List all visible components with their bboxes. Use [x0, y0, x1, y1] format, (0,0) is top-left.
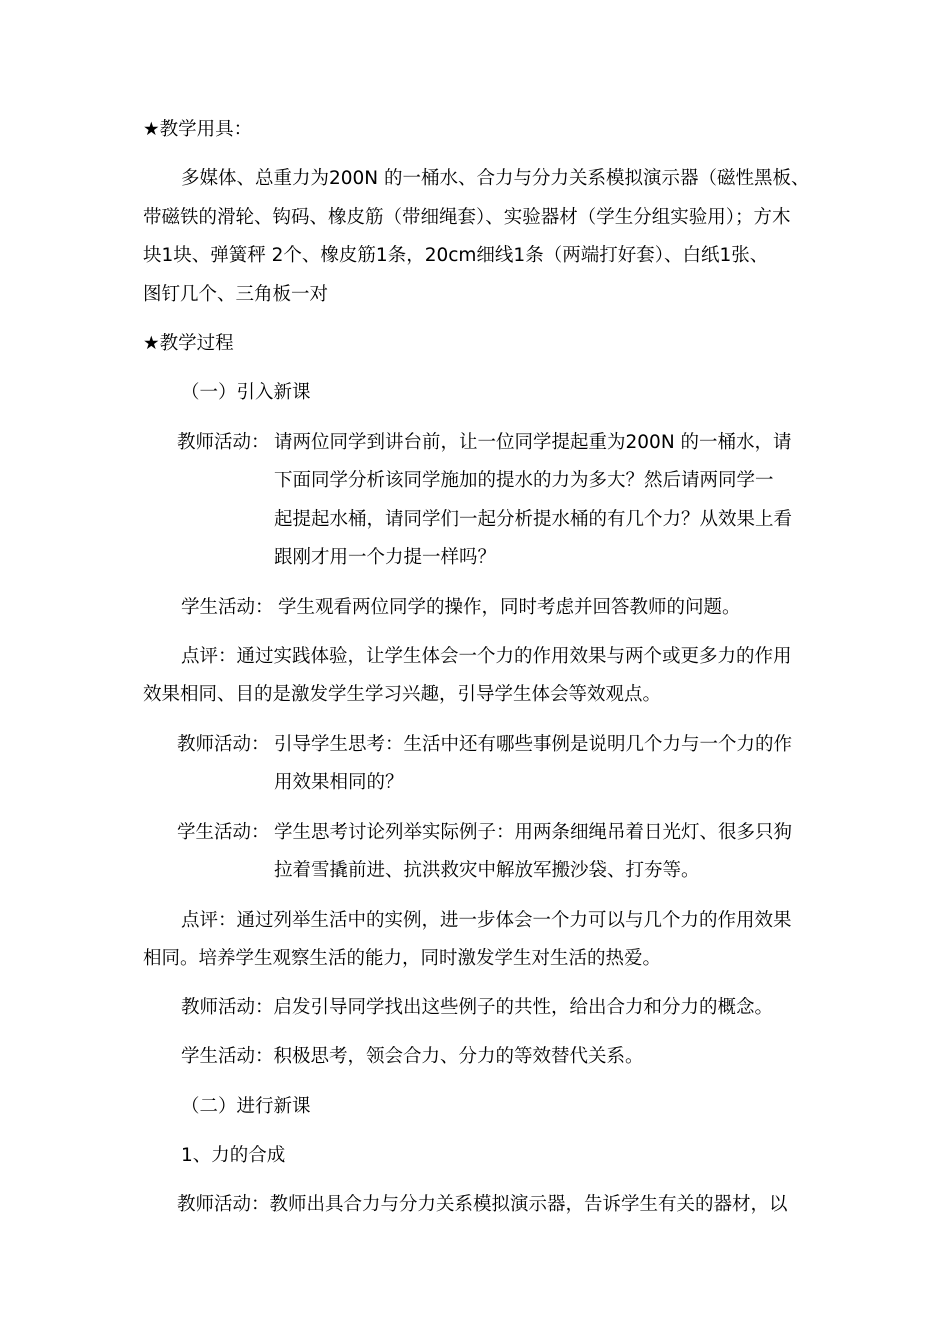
activity-text-line: 学生思考讨论列举实际例子：用两条细绳吊着日光灯、很多只狗: [274, 822, 793, 843]
part-heading: （二）进行新课: [181, 1096, 311, 1117]
activity-text-line: 引导学生思考：生活中还有哪些事例是说明几个力与一个力的作: [274, 734, 793, 755]
paragraph-line: 多媒体、总重力为200N 的一桶水、合力与分力关系模拟演示器（磁性黑板、: [181, 168, 810, 189]
activity-text-line: 拉着雪撬前进、抗洪救灾中解放军搬沙袋、打夯等。: [274, 860, 700, 881]
paragraph-line: 带磁铁的滑轮、钩码、橡皮筋（带细绳套）、实验器材（学生分组实验用）；方木: [143, 207, 791, 228]
activity-label-student: 学生活动：: [181, 597, 274, 618]
section-heading-process: ★教学过程: [143, 333, 234, 354]
comment-line: 点评：通过实践体验，让学生体会一个力的作用效果与两个或更多力的作用: [181, 646, 792, 667]
comment-line: 点评：通过列举生活中的实例，进一步体会一个力可以与几个力的作用效果: [181, 910, 792, 931]
activity-label-teacher: 教师活动：: [177, 432, 270, 453]
comment-line: 相同。培养学生观察生活的能力，同时激发学生对生活的热爱。: [143, 948, 662, 969]
subsection-heading: 1、力的合成: [181, 1145, 286, 1166]
activity-text-line: 跟刚才用一个力提一样吗？: [274, 547, 497, 568]
activity-text-line: 请两位同学到讲台前，让一位同学提起重为200N 的一桶水，请: [274, 432, 792, 453]
paragraph-line: 块1块、弹簧秤 2个、橡皮筋1条，20cm细线1条（两端打好套）、白纸1张、: [143, 245, 769, 266]
activity-text-line: 下面同学分析该同学施加的提水的力为多大？然后请两同学一: [274, 470, 774, 491]
activity-label-teacher: 教师活动：: [177, 734, 270, 755]
comment-line: 效果相同、目的是激发学生学习兴趣，引导学生体会等效观点。: [143, 684, 662, 705]
activity-text-line: 起提起水桶，请同学们一起分析提水桶的有几个力？从效果上看: [274, 509, 793, 530]
paragraph-line: 图钉几个、三角板一对: [143, 284, 329, 305]
activity-text-line: 用效果相同的？: [274, 772, 404, 793]
activity-text-line: 学生观看两位同学的操作，同时考虑并回答教师的问题。: [278, 597, 741, 618]
activity-line-student: 学生活动：积极思考，领会合力、分力的等效替代关系。: [181, 1046, 644, 1067]
activity-label-student: 学生活动：: [177, 822, 270, 843]
part-heading: （一）引入新课: [181, 382, 311, 403]
activity-line-teacher: 教师活动：启发引导同学找出这些例子的共性，给出合力和分力的概念。: [181, 997, 774, 1018]
section-heading-tools: ★教学用具：: [143, 119, 253, 140]
activity-line-teacher: 教师活动：教师出具合力与分力关系模拟演示器，告诉学生有关的器材，以: [177, 1194, 788, 1215]
